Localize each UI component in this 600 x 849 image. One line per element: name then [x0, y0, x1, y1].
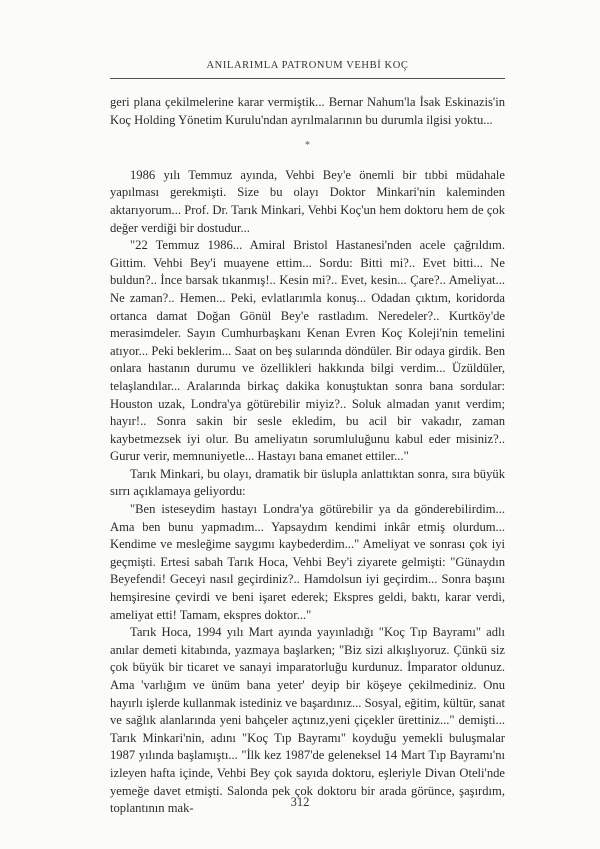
body-text [110, 94, 505, 818]
paragraph: "22 Temmuz 1986... Amiral Bristol Hastanesi'nden acele çağrıldım. Gittim. Vehbi Bey'i muayene ettim... Sordu: Bitti mi?.. Evet bitti... Ne buldun?.. İnce barsak tıkanmış!.. Kesin mi?.. Evet, kesin... Çare?.. Ameliyat... Ne zaman?.. Hemen... Peki, evlatlarımla konuş... Odadan çıktım, koridorda ortanca damat Doğan Gönül Bey'e rastladım. Neredeler?.. Kurtköy'de merasimdeler. Sayın Cumhurbaşkanı Kenan Evren Koç Koleji'nin temelini atıyor... Peki beklerim... Saat on beş sularında döndüler. Bir odaya girdik. Ben onlara hastanın durumu ve özellikleri hakkında bilgi verdim... Üzüldüler, telaşlandılar... Aralarında birkaç dakika konuştuktan sonra bana sordular: Houston uzak, Londra'ya götürebilir miyiz?.. Soluk almadan yanıt verdim; hayır!.. Sonra sakin bir sesle ekledim, bu acil bir vakadır, zaman kaybetmezsek iyi olur. Bu ameliyatın sorumluluğunu kabul eder misiniz?.. Gurur verir, memnuniyetle... Hastayı bana emanet ettiler..." [110, 238, 505, 464]
running-header: ANILARIMLA PATRONUM VEHBİ KOÇ [206, 60, 409, 71]
paragraph: geri plana çekilmelerine karar vermiştik... Bernar Nahum'la İsak Eskinazis'in Koç Holding Yönetim Kurulu'ndan ayrılmalarının bu durumla ilgisi yoktu... [110, 95, 505, 127]
page-number: 312 [290, 795, 310, 809]
paragraph: "Ben isteseydim hastayı Londra'ya götürebilir ya da gönderebilirdim... Ama ben bunu yapmadım... Yapsaydım kendimi inkâr etmiş olurdum... Kendime ve mesleğime saygımı kaybederdim..." Ameliyat ve sonrası çok iyi geçmişti. Ertesi sabah Tarık Hoca, Vehbi Bey'i ziyarete gelmişti: "Günaydın Beyefendi! Geceyi nasıl geçirdiniz?.. Hamdolsun iyi geçirdim... Sonra başını hemşiresine çevirdi ve beni işaret ederek; Ekspres geldi, baktı, karar verdi, ameliyat etti! Tamam, ekspres doktor..." [110, 502, 505, 622]
paragraph: Tarık Minkari, bu olayı, dramatik bir üslupla anlattıktan sonra, sıra büyük sırrı açıklamaya geliyordu: [110, 466, 505, 499]
paragraph: 1986 yılı Temmuz ayında, Vehbi Bey'e önemli bir tıbbi müdahale yapılması gerekmişti. Size bu olayı Doktor Minkari'nin kaleminden aktarıyorum... Prof. Dr. Tarık Minkari, Vehbi Koç'un hem doktoru hem de çok değer verdiği bir dostudur... [110, 167, 505, 235]
section-separator: * [305, 140, 310, 152]
header-rule [110, 78, 505, 79]
paragraph: Tarık Hoca, 1994 yılı Mart ayında yayınladığı "Koç Tıp Bayramı" adlı anılar demeti kitabında, yazmaya başlarken; "Biz sizi alkışlıyoruz. Çünkü siz çok büyük bir ticaret ve sanayi imparatorluğu kurdunuz. İmparator oldunuz. Ama 'varlığım ve ünüm bana yeter' deyip bir köşeye çekilmediniz. Onu hayırlı işlerde kullanmak istediniz ve başardınız... Sosyal, eğitim, kültür, sanat ve sağlık alanlarında yeni bahçeler açtınız,yeni çiçekler ürettiniz..." demişti... Tarık Minkari'nin, adını "Koç Tıp Bayramı" koyduğu yemekli buluşmalar 1987 yılında başlamıştı... "İlk kez 1987'de geleneksel 14 Mart Tıp Bayramı'nı izleyen hafta içinde, Vehbi Bey çok sayıda doktoru, eşleriyle Divan Oteli'nde yemeğe davet etmişti. Salonda pek çok doktoru bir arada görünce, şaşırdım, toplantının mak- [110, 625, 505, 816]
